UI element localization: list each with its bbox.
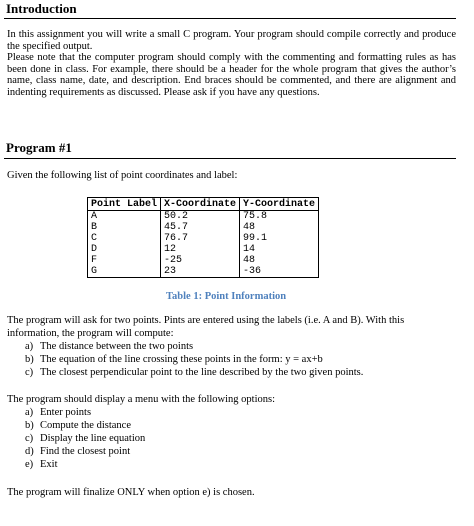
- list-text: The closest perpendicular point to the line described by the two given points.: [40, 367, 364, 378]
- table-row: [88, 211, 319, 223]
- list-item: [25, 341, 193, 353]
- cell-label: B: [88, 222, 161, 233]
- list-text: Exit: [40, 459, 58, 470]
- cell-x: -25: [161, 255, 240, 266]
- table-header-row: [88, 198, 319, 211]
- cell-label: A: [88, 211, 161, 223]
- list-text: The distance between the two points: [40, 341, 194, 352]
- col-point-label: Point Label: [88, 198, 161, 211]
- col-x-coordinate: X-Coordinate: [161, 198, 240, 211]
- list-item: [25, 407, 91, 419]
- col-y-coordinate: Y-Coordinate: [240, 198, 319, 211]
- finalize-note: The program will finalize ONLY when option e) is chosen.: [7, 487, 255, 498]
- list-marker: b): [25, 354, 34, 365]
- intro-body: [7, 29, 456, 99]
- table-row: [88, 222, 319, 233]
- program1-heading: Program #1: [6, 140, 72, 155]
- table-row: [88, 244, 319, 255]
- list-marker: c): [25, 433, 34, 444]
- list-marker: b): [25, 420, 34, 431]
- list-text: Display the line equation: [40, 433, 146, 444]
- intro-paragraph-1: In this assignment you will write a small C program. Your program should compile correctly and produce the specified output.: [7, 29, 456, 52]
- table-row: [88, 266, 319, 278]
- intro-rule: [4, 18, 456, 19]
- program1-rule: [4, 158, 456, 159]
- ask-line-1: The program will ask for two points. Pints are entered using the labels (i.e. A and B). With this: [7, 315, 405, 326]
- ask-line-2: information, the program will compute:: [7, 328, 174, 339]
- table-caption: Table 1: Point Information: [166, 291, 287, 302]
- list-marker: d): [25, 446, 34, 457]
- list-text: Enter points: [40, 407, 92, 418]
- list-text: Find the closest point: [40, 446, 131, 457]
- cell-label: C: [88, 233, 161, 244]
- list-marker: a): [25, 341, 34, 352]
- cell-y: -36: [240, 266, 319, 278]
- list-marker: c): [25, 367, 34, 378]
- cell-y: 75.8: [240, 211, 319, 223]
- cell-x: 76.7: [161, 233, 240, 244]
- cell-y: 48: [240, 255, 319, 266]
- list-marker: a): [25, 407, 34, 418]
- table-row: [88, 233, 319, 244]
- list-marker: e): [25, 459, 34, 470]
- intro-heading: Introduction: [6, 1, 77, 16]
- table-row: [88, 255, 319, 266]
- list-item: [25, 420, 131, 432]
- cell-label: D: [88, 244, 161, 255]
- cell-label: F: [88, 255, 161, 266]
- cell-x: 23: [161, 266, 240, 278]
- cell-y: 48: [240, 222, 319, 233]
- menu-intro: The program should display a menu with the following options:: [7, 394, 276, 405]
- cell-x: 45.7: [161, 222, 240, 233]
- cell-x: 50.2: [161, 211, 240, 223]
- list-item: [25, 446, 130, 458]
- list-item: [25, 354, 323, 366]
- list-item: [25, 433, 145, 445]
- point-table: [87, 197, 319, 278]
- list-item: [25, 459, 58, 471]
- cell-x: 12: [161, 244, 240, 255]
- list-text: The equation of the line crossing these points in the form: y = ax+b: [40, 354, 323, 365]
- intro-paragraph-2: Please note that the computer program should comply with the commenting and formatting rules as has been done in class. For example, there should be a header for the whole program that gives the author’s name, class name, date, and description. End braces should be commented, and there are alignment and indenting requirements as discussed. Please ask if you have any questions.: [7, 52, 456, 98]
- program1-lead: Given the following list of point coordinates and label:: [7, 170, 238, 181]
- cell-y: 99.1: [240, 233, 319, 244]
- cell-y: 14: [240, 244, 319, 255]
- list-item: [25, 367, 363, 379]
- cell-label: G: [88, 266, 161, 278]
- list-text: Compute the distance: [40, 420, 131, 431]
